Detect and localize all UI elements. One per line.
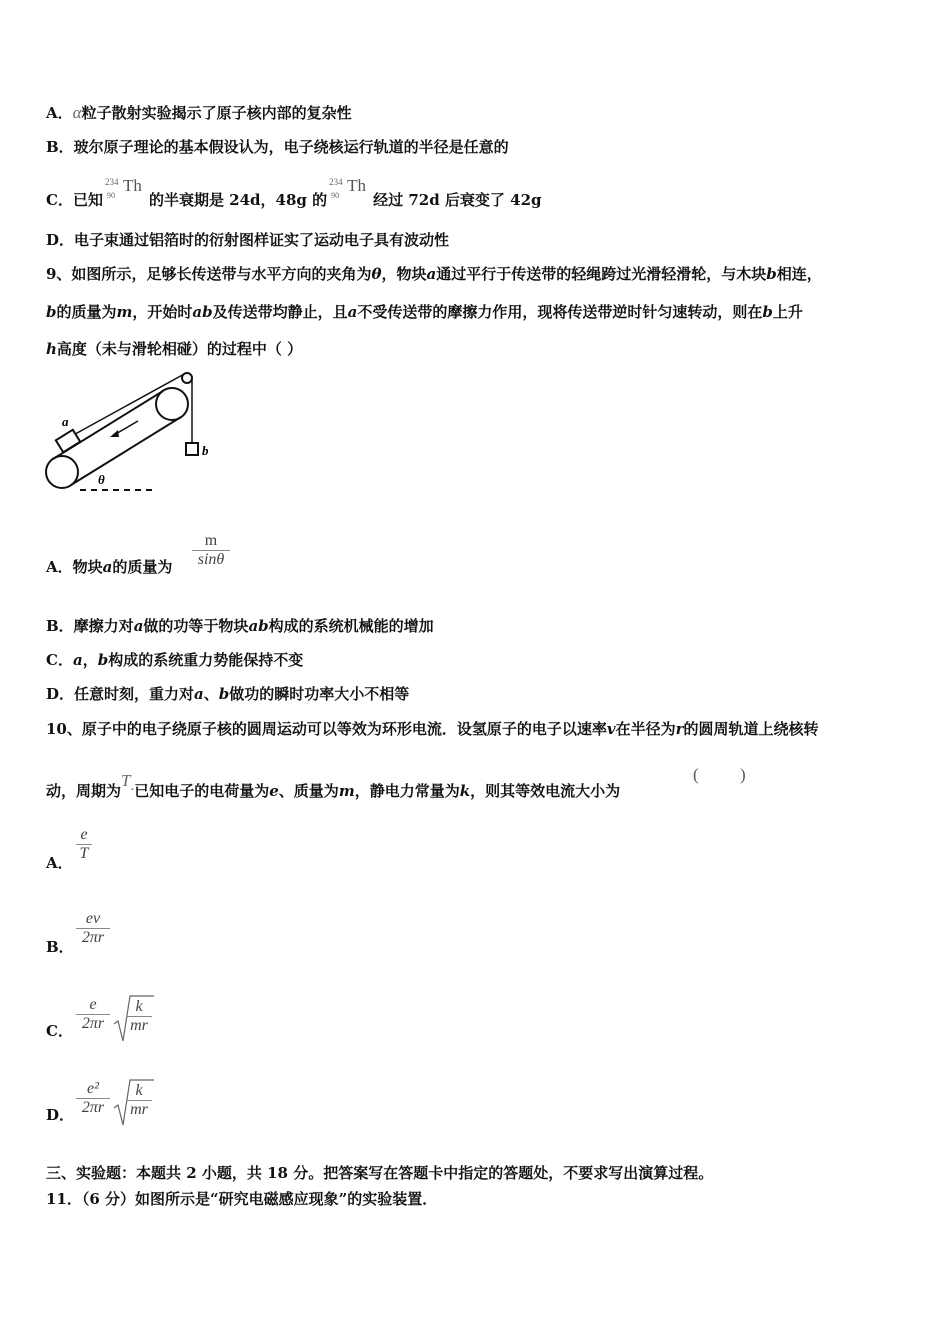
q10-option-a-fraction: e T bbox=[76, 826, 92, 863]
q8-option-a: A．α粒子散射实验揭示了原子核内部的复杂性 bbox=[46, 103, 352, 122]
q9-option-d: D．任意时刻，重力对a、b做功的瞬时功率大小不相等 bbox=[46, 685, 410, 703]
q10-option-d-radicand: k mr bbox=[126, 1082, 152, 1119]
conveyor-belt-figure bbox=[40, 368, 220, 496]
q10-option-a-label: A． bbox=[46, 854, 73, 872]
section-3-heading: 三、实验题：本题共 2 小题，共 18 分。把答案写在答题卡中指定的答题处，不要求写出演算过程。 bbox=[46, 1164, 714, 1182]
q10-option-d-fraction: e² 2πr bbox=[76, 1080, 110, 1117]
label-a: a bbox=[62, 414, 69, 429]
q10-stem-line2: 动，周期为T.已知电子的电荷量为e、质量为m，静电力常量为k，则其等效电流大小为 bbox=[46, 771, 621, 800]
q9-option-a: A．物块a的质量为 bbox=[46, 558, 173, 576]
q8-option-c: C．已知 234 90 Th 的半衰期是 24d，48g 的 234 90 Th 经过 72d 后衰变了 42g bbox=[46, 176, 542, 209]
q9-option-a-fraction: m sinθ bbox=[192, 532, 230, 569]
q10-option-b-label: B． bbox=[46, 938, 74, 956]
q10-option-c-fraction: e 2πr bbox=[76, 996, 110, 1033]
q10-option-c-label: C． bbox=[46, 1022, 73, 1040]
q9-option-b: B．摩擦力对a做的功等于物块ab构成的系统机械能的增加 bbox=[46, 617, 434, 635]
q8-option-d: D．电子束通过铝箔时的衍射图样证实了运动电子具有波动性 bbox=[46, 231, 450, 249]
q10-option-b-fraction: ev 2πr bbox=[76, 910, 110, 947]
label-b: b bbox=[202, 443, 209, 458]
q10-stem-line1: 10、原子中的电子绕原子核的圆周运动可以等效为环形电流．设氢原子的电子以速率v在半径为r的圆周轨道上绕核转 bbox=[46, 720, 819, 738]
label-theta: θ bbox=[98, 472, 105, 487]
q8-option-b: B．玻尔原子理论的基本假设认为，电子绕核运行轨道的半径是任意的 bbox=[46, 138, 509, 156]
thorium-nuclide: 234 90 Th bbox=[104, 176, 142, 200]
q11-stem: 11．（6 分）如图所示是“研究电磁感应现象”的实验装置． bbox=[46, 1190, 438, 1208]
answer-paren-right: ) bbox=[740, 765, 746, 784]
answer-paren-left: ( bbox=[693, 765, 699, 784]
q10-option-c-radicand: k mr bbox=[126, 998, 152, 1035]
q9-stem-line2: b的质量为m，开始时ab及传送带均静止，且a不受传送带的摩擦力作用，现将传送带逆时针匀速转动，则在b上升 bbox=[46, 303, 803, 321]
q9-stem-line1: 9、如图所示，足够长传送带与水平方向的夹角为θ，物块a通过平行于传送带的轻绳跨过光滑轻滑轮，与木块b相连， bbox=[46, 265, 822, 283]
thorium-nuclide-2: 234 90 Th bbox=[329, 176, 367, 200]
q10-option-d-label: D． bbox=[46, 1106, 75, 1124]
q9-stem-line3: h高度（未与滑轮相碰）的过程中（ ） bbox=[46, 340, 303, 358]
q9-option-c: C．a，b构成的系统重力势能保持不变 bbox=[46, 651, 304, 669]
block-b bbox=[186, 443, 198, 455]
alpha-symbol: α bbox=[72, 103, 82, 122]
